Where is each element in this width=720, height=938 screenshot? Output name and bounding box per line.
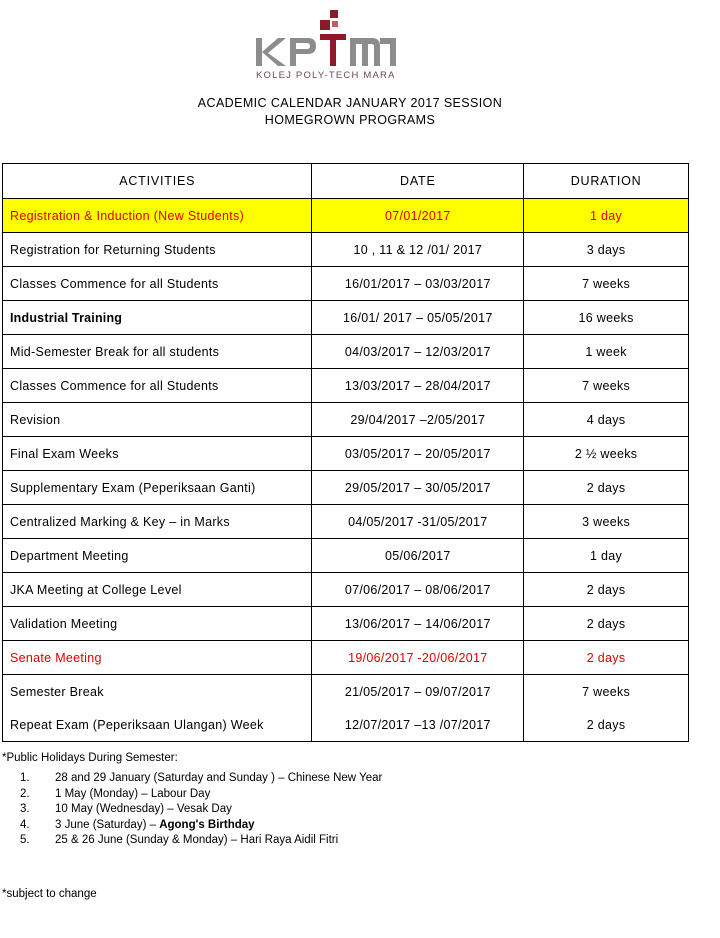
- table-row: [3, 641, 689, 675]
- table-row: [3, 267, 689, 301]
- activity-cell: Centralized Marking & Key – in Marks: [3, 505, 312, 539]
- date-cell: 13/06/2017 – 14/06/2017: [312, 607, 524, 641]
- holiday-text: 25 & 26 June (Sunday & Monday) – Hari Raya Aidil Fitri: [55, 834, 339, 846]
- date-cell: 07/01/2017: [312, 199, 524, 233]
- academic-calendar-table: [2, 163, 689, 742]
- list-number: 4.: [20, 818, 30, 831]
- duration-cell: 2 days: [524, 641, 689, 675]
- activity-cell: Classes Commence for all Students: [3, 267, 312, 301]
- table-row: [3, 199, 689, 233]
- date-cell: 12/07/2017 –13 /07/2017: [312, 708, 524, 742]
- table-row: [3, 233, 689, 267]
- duration-cell: 7 weeks: [524, 267, 689, 301]
- list-item: [20, 819, 382, 835]
- footnote: *subject to change: [2, 888, 97, 900]
- date-cell: 16/01/2017 – 03/03/2017: [312, 267, 524, 301]
- date-cell: 13/03/2017 – 28/04/2017: [312, 369, 524, 403]
- holiday-text: 28 and 29 January (Saturday and Sunday ) – Chinese New Year: [55, 772, 383, 784]
- date-cell: 21/05/2017 – 09/07/2017: [312, 675, 524, 709]
- duration-cell: 2 days: [524, 471, 689, 505]
- list-number: 5.: [20, 834, 30, 846]
- column-header-activities: ACTIVITIES: [3, 164, 312, 199]
- activity-cell: Classes Commence for all Students: [3, 369, 312, 403]
- table-row: [3, 369, 689, 403]
- date-cell: 07/06/2017 – 08/06/2017: [312, 573, 524, 607]
- table-row: [3, 437, 689, 471]
- duration-cell: 7 weeks: [524, 369, 689, 403]
- activity-cell: Validation Meeting: [3, 607, 312, 641]
- activity-cell: Senate Meeting: [3, 641, 312, 675]
- table-row: [3, 505, 689, 539]
- logo-subtitle: KOLEJ POLY-TECH MARA: [256, 70, 396, 81]
- activity-cell: Mid-Semester Break for all students: [3, 335, 312, 369]
- table-row: [3, 403, 689, 437]
- activity-cell: Industrial Training: [3, 301, 312, 335]
- activity-cell: Final Exam Weeks: [3, 437, 312, 471]
- duration-cell: 16 weeks: [524, 301, 689, 335]
- holiday-text-plain: 3 June (Saturday) –: [55, 818, 160, 831]
- activity-cell: JKA Meeting at College Level: [3, 573, 312, 607]
- duration-cell: 2 days: [524, 708, 689, 742]
- duration-cell: 1 day: [524, 539, 689, 573]
- list-item: [20, 803, 382, 819]
- list-item: [20, 772, 382, 788]
- list-number: 3.: [20, 803, 30, 815]
- date-cell: 03/05/2017 – 20/05/2017: [312, 437, 524, 471]
- table-row: [3, 607, 689, 641]
- activity-cell: Repeat Exam (Peperiksaan Ulangan) Week: [3, 708, 312, 742]
- activity-cell: Registration & Induction (New Students): [3, 199, 312, 233]
- duration-cell: 2 days: [524, 573, 689, 607]
- table-row: [3, 708, 689, 742]
- duration-cell: 7 weeks: [524, 675, 689, 709]
- duration-cell: 1 week: [524, 335, 689, 369]
- duration-cell: 3 weeks: [524, 505, 689, 539]
- column-header-duration: DURATION: [524, 164, 689, 199]
- table-row: [3, 573, 689, 607]
- date-cell: 04/03/2017 – 12/03/2017: [312, 335, 524, 369]
- duration-cell: 3 days: [524, 233, 689, 267]
- duration-cell: 2 ½ weeks: [524, 437, 689, 471]
- list-number: 2.: [20, 787, 30, 800]
- holiday-text: [55, 819, 255, 835]
- table-row: [3, 539, 689, 573]
- table-row: [3, 301, 689, 335]
- date-cell: 04/05/2017 -31/05/2017: [312, 505, 524, 539]
- activity-cell: Registration for Returning Students: [3, 233, 312, 267]
- table-row: [3, 471, 689, 505]
- holidays-list: [20, 772, 382, 850]
- holidays-heading: *Public Holidays During Semester:: [2, 752, 178, 764]
- activity-cell: Semester Break: [3, 675, 312, 709]
- activity-cell: Revision: [3, 403, 312, 437]
- list-item: [20, 788, 382, 804]
- date-cell: 19/06/2017 -20/06/2017: [312, 641, 524, 675]
- duration-cell: 4 days: [524, 403, 689, 437]
- date-cell: 05/06/2017: [312, 539, 524, 573]
- table-row: [3, 335, 689, 369]
- date-cell: 16/01/ 2017 – 05/05/2017: [312, 301, 524, 335]
- holiday-text-bold: Agong's Birthday: [159, 818, 255, 831]
- list-number: 1.: [20, 772, 30, 784]
- column-header-date: DATE: [312, 164, 524, 199]
- duration-cell: 2 days: [524, 607, 689, 641]
- document-title: ACADEMIC CALENDAR JANUARY 2017 SESSION: [197, 96, 503, 110]
- document-subtitle: HOMEGROWN PROGRAMS: [264, 113, 436, 127]
- activity-cell: Department Meeting: [3, 539, 312, 573]
- table-header-row: [3, 164, 689, 199]
- activity-cell: Supplementary Exam (Peperiksaan Ganti): [3, 471, 312, 505]
- kptm-logo-mark-icon: [250, 8, 400, 70]
- date-cell: 29/04/2017 –2/05/2017: [312, 403, 524, 437]
- table-row: [3, 675, 689, 709]
- date-cell: 10 , 11 & 12 /01/ 2017: [312, 233, 524, 267]
- duration-cell: 1 day: [524, 199, 689, 233]
- holiday-text: 1 May (Monday) – Labour Day: [55, 787, 211, 800]
- date-cell: 29/05/2017 – 30/05/2017: [312, 471, 524, 505]
- list-item: [20, 834, 382, 850]
- kptm-logo: [250, 8, 400, 88]
- holiday-text: 10 May (Wednesday) – Vesak Day: [55, 803, 232, 815]
